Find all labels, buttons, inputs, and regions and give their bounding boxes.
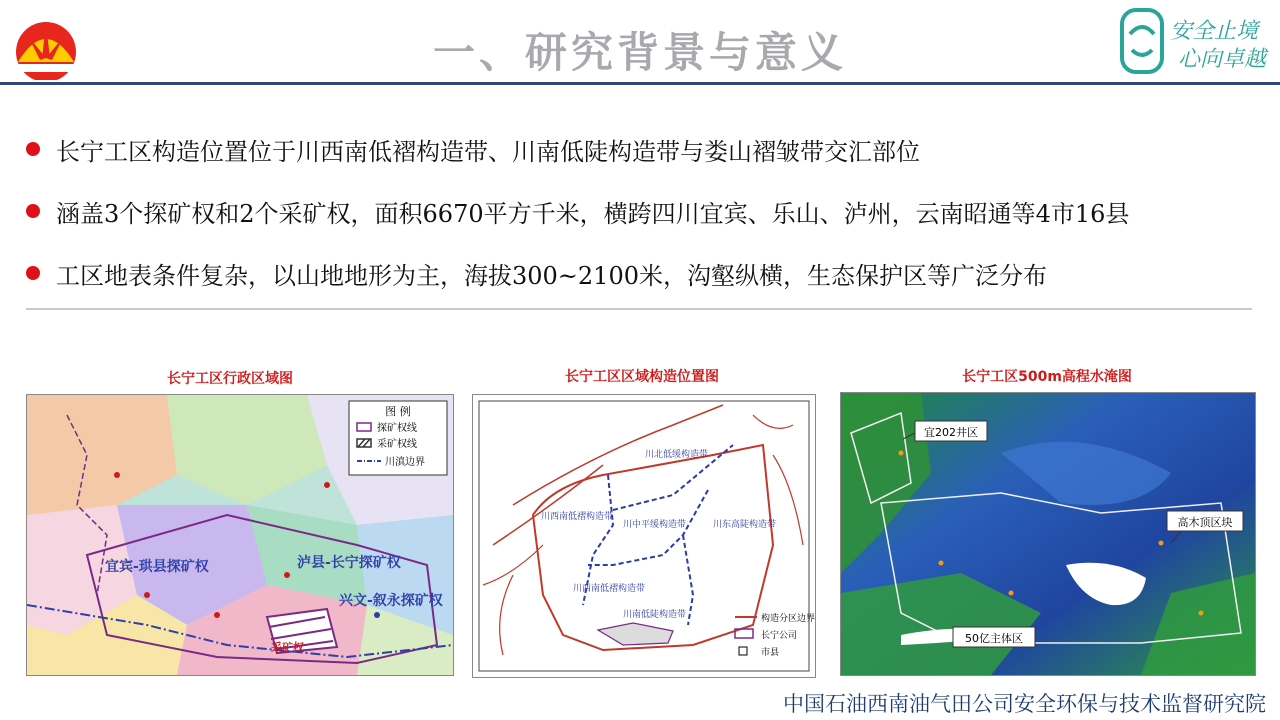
legend-company: 长宁公司 [761,631,798,641]
bullet-dot-icon [26,266,40,280]
bullet-text: 涵盖3个探矿权和2个采矿权，面积6670平方千米，横跨四川宜宾、乐山、泸州，云南昭通等4市16县 [56,199,1130,228]
structure-position-map [472,394,816,678]
structure-map-title: 长宁工区区域构造位置图 [565,369,719,385]
zone-chuannan: 川南低陡构造带 [623,610,687,620]
admin-map-legend [349,401,447,475]
zone-chuanxinan-a: 川西南低褶构造带 [541,512,614,522]
bullet-dot-icon [26,204,40,218]
zone-chuandong: 川东高陡构造带 [713,520,777,530]
flood-elevation-map [840,392,1256,676]
legend-zone-border: 构造分区边界 [761,614,815,624]
bullet-dot-icon [26,142,40,156]
flood-map-title: 长宁工区500m高程水淹图 [962,369,1132,385]
legend-city: 市县 [761,648,780,658]
bullet-text: 工区地表条件复杂，以山地地形为主，海拔300~2100米，沟壑纵横，生态保护区等广泛分布 [56,261,1047,290]
callout-gaomuding-text: 高木顶区块 [1177,516,1233,529]
bullet-item [26,180,1256,242]
zone-chuanzhong: 川中平缓构造带 [623,520,687,530]
page-title: 一、研究背景与意义 [432,28,847,77]
callout-yi202 [903,421,987,441]
admin-label-luxian: 泸县-长宁探矿权 [297,555,401,571]
bullet-text: 长宁工区构造位置位于川西南低褶构造带、川南低陡构造带与娄山褶皱带交汇部位 [56,137,920,166]
bullet-list [26,118,1256,304]
zone-chuanxinan-b: 川西南低褶构造带 [573,584,646,594]
slogan-line2: 心向卓越 [1178,47,1267,72]
admin-region-map [26,394,454,676]
legend-title: 图 例 [385,405,411,418]
bullet-item [26,118,1256,180]
legend-mining: 采矿权线 [377,439,417,450]
slogan-line1: 安全止境 [1170,19,1259,44]
callout-50yi-text: 50亿主体区 [965,632,1023,645]
callout-yi202-text: 宜202井区 [924,426,978,439]
legend-exploration: 探矿权线 [377,423,417,434]
admin-label-yibin: 宜宾-珙县探矿权 [105,559,209,575]
section-divider [26,308,1252,310]
footer-organization: 中国石油西南油气田公司安全环保与技术监督研究院 [783,692,1266,716]
zone-chuanbei: 川北低缓构造带 [645,450,709,460]
admin-label-mining: 采矿权 [271,641,304,654]
slide-header [0,0,1280,86]
admin-map-title: 长宁工区行政区域图 [167,371,293,387]
bullet-item [26,242,1256,304]
safety-slogan-logo [1118,4,1278,80]
header-divider [0,82,1280,85]
callout-50yi [953,627,1035,647]
legend-border: 川滇边界 [385,457,425,468]
admin-label-xingwen: 兴文-叙永探矿权 [339,593,443,609]
